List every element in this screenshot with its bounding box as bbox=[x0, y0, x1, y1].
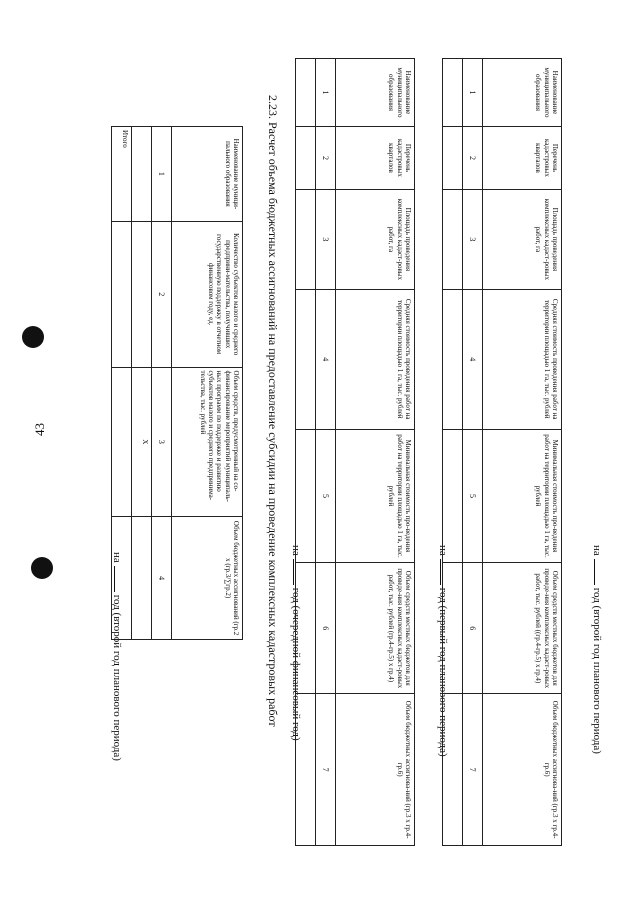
table2-cell bbox=[296, 429, 316, 563]
table2-number-cell: 3 bbox=[316, 189, 336, 289]
table3-heading-post: год (первый год планового периода) bbox=[437, 587, 449, 757]
table3-cell bbox=[443, 189, 463, 289]
table2-number-cell: 1 bbox=[316, 59, 336, 127]
table3-number-row bbox=[463, 59, 483, 846]
page-number: 43 bbox=[32, 423, 47, 436]
table1-total-label: Итого bbox=[112, 127, 132, 222]
table1-header-row bbox=[172, 127, 243, 640]
cadastral-table-first-plan-year bbox=[442, 58, 562, 846]
footer-heading-post: год (второй год планового периода) bbox=[591, 587, 603, 754]
table3-cell bbox=[443, 429, 463, 563]
footer-heading-pre: на bbox=[591, 545, 603, 556]
table1-cell bbox=[132, 517, 152, 640]
table1-number-cell: 1 bbox=[152, 127, 172, 222]
table3-number-cell: 6 bbox=[463, 563, 483, 694]
table2-number-cell: 2 bbox=[316, 126, 336, 189]
table3-header-cell: Наименование муниципального образования bbox=[483, 59, 562, 127]
table2-header-cell: Минимальная стоимость про-ведения работ на территории площадью 1 га, тыс. рублей bbox=[336, 429, 415, 563]
table1-cell bbox=[112, 221, 132, 367]
table1-cell bbox=[112, 517, 132, 640]
table2-header-cell: Объем средств местных бюджетов для проведе-ния комплексных кадаст-ровых работ, тыс. рублей (гр.4-гр.5) x гр.4) bbox=[336, 563, 415, 694]
table3-row bbox=[443, 59, 463, 846]
table3-number-cell: 5 bbox=[463, 429, 483, 563]
table1-row bbox=[132, 127, 152, 640]
table1-number-cell: 2 bbox=[152, 221, 172, 367]
table3-number-cell: 1 bbox=[463, 59, 483, 127]
table2-cell bbox=[296, 126, 316, 189]
table3-header-cell: Площадь проведения комплексных кадаст-ровых работ, га bbox=[483, 189, 562, 289]
subsidy-sme-table bbox=[111, 126, 243, 640]
table2-header-cell: Средняя стоимость проведения работ на территории площадью 1 га, тыс. рублей bbox=[336, 289, 415, 429]
table1-header-cell: Количество субъектов малого и среднего предприни-мательства, получивших государственную поддержку в отчетном финансовом году, ед. bbox=[172, 221, 243, 367]
table1-cell bbox=[112, 367, 132, 517]
footer-heading bbox=[591, 545, 604, 754]
table3-number-cell: 7 bbox=[463, 694, 483, 846]
year-blank bbox=[594, 559, 604, 585]
table2-number-cell: 6 bbox=[316, 563, 336, 694]
table3-header-cell: Средняя стоимость проведения работ на территории площадью 1 га, тыс. рублей bbox=[483, 289, 562, 429]
table1-cell bbox=[132, 221, 152, 367]
table2-header-cell: Площадь проведения комплексных кадаст-ровых работ, га bbox=[336, 189, 415, 289]
table3-header-cell: Минимальная стоимость про-ведения работ на территории площадью 1 га, тыс. рублей bbox=[483, 429, 562, 563]
table2-heading-post: год (очередной финансовый год) bbox=[290, 587, 302, 741]
table2-cell bbox=[296, 563, 316, 694]
table3-number-cell: 3 bbox=[463, 189, 483, 289]
table1-header-cell: Наименование муници-пального образования bbox=[172, 127, 243, 222]
table2-number-cell: 5 bbox=[316, 429, 336, 563]
table1-header-cell: Объем бюджетных ассигнований (гр.2 x (гр.3/∑гр.2) bbox=[172, 517, 243, 640]
table1-heading-post: год (второй год планового периода) bbox=[111, 594, 123, 761]
table2-number-row bbox=[316, 59, 336, 846]
table1-header-cell: Объем средств, предусмотренный на со-финансирование мероприятий муниципаль-ных программ по поддержке и развитию субъектов малого и среднего предпринима-тельства, тыс. рублей bbox=[172, 367, 243, 517]
table3-cell bbox=[443, 126, 463, 189]
table3-number-cell: 2 bbox=[463, 126, 483, 189]
table3-number-cell: 4 bbox=[463, 289, 483, 429]
section-title: 2.23. Расчет объема бюджетных ассигнований на предоставление субсидии на проведение комплексных кадастровых работ bbox=[266, 95, 280, 727]
table3-header-cell: Объем бюджетных ассигнова-ний (гр.3 x гр.4-гр.6) bbox=[483, 694, 562, 846]
table1-number-row bbox=[152, 127, 172, 640]
table1-heading-pre: на bbox=[111, 552, 123, 563]
table2-header-row bbox=[336, 59, 415, 846]
table3-header-cell: Перечень кадастровых кварталов bbox=[483, 126, 562, 189]
table3-cell bbox=[443, 289, 463, 429]
table1-number-cell: 4 bbox=[152, 517, 172, 640]
table3-header-row bbox=[483, 59, 562, 846]
table1-cell bbox=[132, 127, 152, 222]
table2-cell bbox=[296, 289, 316, 429]
table2-number-cell: 4 bbox=[316, 289, 336, 429]
table3-header-cell: Объем средств местных бюджетов для проведе-ния комплексных кадаст-ровых работ, тыс. рублей ((гр.4-гр.5) x гр.4) bbox=[483, 563, 562, 694]
cadastral-table-current-year bbox=[295, 58, 415, 846]
table2-number-cell: 7 bbox=[316, 694, 336, 846]
table2-header-cell: Перечень кадастровых кварталов bbox=[336, 126, 415, 189]
table1-number-cell: 3 bbox=[152, 367, 172, 517]
table3-cell bbox=[443, 563, 463, 694]
table3-cell bbox=[443, 694, 463, 846]
table3-heading-pre: на bbox=[437, 545, 449, 556]
table1-total-row bbox=[112, 127, 132, 640]
table2-cell bbox=[296, 59, 316, 127]
table2-heading-pre: на bbox=[290, 545, 302, 556]
table3-cell bbox=[443, 59, 463, 127]
table1-x-cell: X bbox=[132, 367, 152, 517]
table2-header-cell: Объем бюджетных ассигнова-ний (гр.3 x гр.4-гр.6) bbox=[336, 694, 415, 846]
table2-cell bbox=[296, 694, 316, 846]
table2-header-cell: Наименование муниципального образования bbox=[336, 59, 415, 127]
table2-cell bbox=[296, 189, 316, 289]
table2-row bbox=[296, 59, 316, 846]
